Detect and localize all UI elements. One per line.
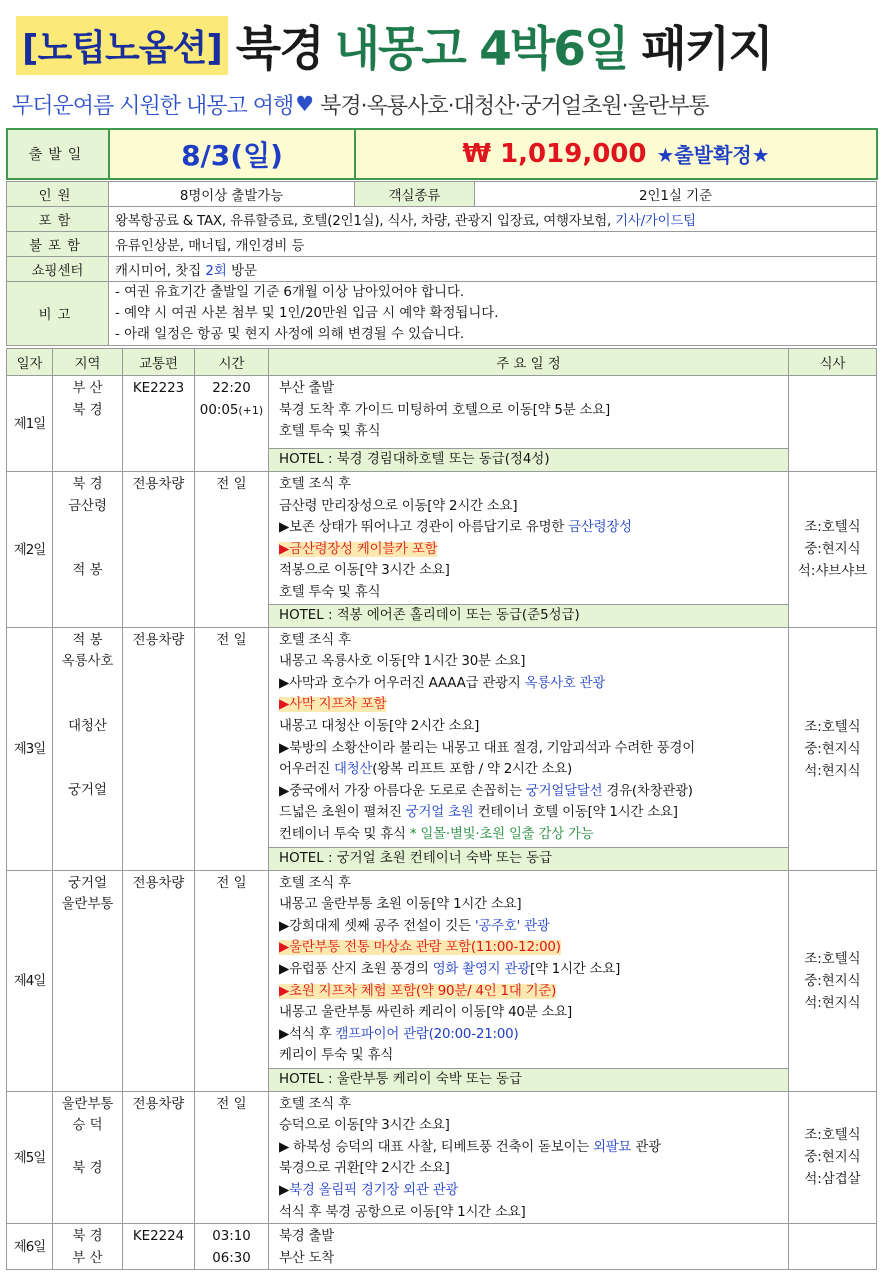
plan-line: [279, 517, 784, 539]
plan-line: 호텔 조식 후: [279, 632, 351, 648]
region-name: 울란부통: [61, 1096, 114, 1112]
plan-text: ▶: [279, 1182, 290, 1198]
note-line: - 여권 유효기간 출발일 기준 6개월 이상 남아있어야 합니다.: [115, 285, 465, 300]
departure-date: 8/3(일): [109, 129, 355, 179]
day2-plan: [269, 472, 789, 605]
day5-plan: [269, 1091, 789, 1224]
itinerary-header-row: [7, 349, 877, 376]
itinerary-table: [6, 348, 877, 1270]
next-day-marker: (+1): [238, 403, 264, 417]
plan-line: 호텔 투숙 및 휴식: [279, 584, 381, 600]
plan-line: [279, 1024, 784, 1046]
plan-line: [279, 959, 784, 981]
flight-time: 03:10: [212, 1229, 251, 1245]
region-name: 북 경: [72, 1160, 103, 1176]
highlight-spot: 외팔묘: [593, 1139, 632, 1155]
highlight-spot: 궁거얼 초원: [405, 805, 474, 821]
region-name: 부 산: [72, 1250, 103, 1266]
day1-hotel: HOTEL : 북경 경림대하호텔 또는 동급(정4성): [269, 449, 789, 472]
day6-meal: [789, 1224, 877, 1270]
day1-meal: [789, 376, 877, 472]
region-name: 부 산: [72, 381, 103, 396]
header-day: 일자: [7, 349, 53, 376]
departure-table: [6, 128, 878, 180]
info-table: [6, 181, 877, 346]
meal-breakfast: 조:호텔식: [804, 719, 861, 735]
day5-time: 전 일: [195, 1091, 269, 1224]
meal-lunch: 중:현지식: [804, 1150, 861, 1166]
plan-text: ▶ 하북성 승덕의 대표 사찰, 티베트풍 건축이 돋보이는: [279, 1139, 589, 1155]
plan-text: 컨테이너 투숙 및 휴식: [279, 826, 406, 842]
plan-line: 호텔 조식 후: [279, 1096, 351, 1112]
header-transport: 교통편: [123, 349, 195, 376]
day1-row: [7, 376, 877, 449]
day4-hotel: HOTEL : 울란부통 케리이 숙박 또는 동급: [269, 1068, 789, 1091]
exclude-label: 불포함: [7, 232, 109, 257]
highlight-spot: 대청산: [334, 762, 373, 778]
departure-confirmed-badge: ★출발확정★: [656, 143, 770, 167]
plan-line: 호텔 투숙 및 휴식: [279, 424, 381, 440]
plan-line: 부산 출발: [279, 381, 334, 396]
title-row: [16, 8, 772, 82]
plan-line: 호텔 조식 후: [279, 875, 351, 891]
day5-meal: [789, 1091, 877, 1224]
highlight-spot: 캠프파이어 관람(20:00-21:00): [335, 1026, 519, 1042]
plan-text: ▶유럽풍 산지 초원 풍경의: [279, 961, 429, 977]
meal-dinner: 석:삼겹살: [804, 1172, 861, 1188]
note-line: - 예약 시 여권 사본 첨부 및 1인/20만원 입금 시 예약 확정됩니다.: [115, 306, 499, 321]
plan-line: [279, 673, 784, 695]
people-label: 인원: [7, 182, 109, 207]
day2-time: 전 일: [195, 472, 269, 628]
plan-line: 호텔 조식 후: [279, 477, 351, 492]
flight-time: [195, 400, 268, 422]
flight-time: 06:30: [212, 1250, 251, 1266]
header-region: 지역: [53, 349, 123, 376]
day6-row: [7, 1224, 877, 1270]
day6-label: 제6일: [7, 1224, 53, 1270]
day1-label: 제1일: [7, 376, 53, 472]
region-name: 승 덕: [72, 1118, 103, 1134]
day4-label: 제4일: [7, 870, 53, 1091]
subtitle-slogan: 무더운여름 시원한 내몽고 여행: [12, 93, 294, 119]
included-option: ▶금산령장성 케이블카 포함: [279, 541, 438, 557]
header-plan: 주 요 일 정: [269, 349, 789, 376]
meal-lunch: 중:현지식: [804, 973, 861, 989]
flight-time: 22:20: [212, 381, 251, 396]
plan-line: 북경 도착 후 가이드 미팅하여 호텔으로 이동[약 5분 소요]: [279, 402, 610, 418]
region-name: 울란부통: [61, 897, 114, 913]
day6-plan: [269, 1224, 789, 1270]
plan-line: [279, 759, 784, 781]
highlight-spot: 금산령장성: [568, 520, 632, 536]
day3-transport: 전용차량: [123, 627, 195, 870]
price: ₩ 1,019,000: [462, 139, 647, 169]
included-option: ▶초원 지프차 체험 포함(약 90분/ 4인 1대 기준): [279, 983, 557, 999]
info-row-shopping: [7, 257, 877, 282]
meal-lunch: 중:현지식: [804, 542, 861, 558]
shopping-visit: 방문: [231, 263, 257, 279]
plan-text: 드넓은 초원이 펼쳐진: [279, 805, 402, 821]
plan-line: [279, 1180, 784, 1202]
day1-plan: [269, 376, 789, 449]
shopping-value: [109, 257, 877, 282]
plan-line: [279, 937, 784, 959]
day1-transport: KE2223: [123, 376, 195, 472]
plan-line: [279, 824, 784, 846]
day1-region: [53, 376, 123, 472]
day3-row: [7, 627, 877, 847]
plan-line: 승덕으로 이동[약 3시간 소요]: [279, 1118, 450, 1134]
plan-line: 내몽고 대청산 이동[약 2시간 소요]: [279, 718, 480, 734]
title-package: 패키지: [641, 21, 772, 77]
plan-line: [279, 981, 784, 1003]
highlight-spot: 궁거얼달달선: [525, 783, 603, 799]
subtitle-row: [12, 86, 709, 122]
plan-line: [279, 781, 784, 803]
plan-text: [약 1시간 소요]: [529, 961, 621, 977]
region-name: 적 봉: [72, 563, 103, 579]
included-option: ▶울란부통 전통 마상쇼 관람 포함(11:00-12:00): [279, 940, 561, 956]
day5-row: [7, 1091, 877, 1224]
exclude-value: 유류인상분, 매너팁, 개인경비 등: [109, 232, 877, 257]
header-time: 시간: [195, 349, 269, 376]
day4-meal: [789, 870, 877, 1091]
day2-label: 제2일: [7, 472, 53, 628]
day3-meal: [789, 627, 877, 870]
day4-region: [53, 870, 123, 1091]
no-tip-no-option-badge: [노팁노옵션]: [16, 16, 228, 75]
included-option: ▶사막 지프차 포함: [279, 697, 387, 713]
plan-line: [279, 694, 784, 716]
day3-label: 제3일: [7, 627, 53, 870]
plan-line: 석식 후 북경 공항으로 이동[약 1시간 소요]: [279, 1204, 526, 1220]
day4-transport: 전용차량: [123, 870, 195, 1091]
region-name: 북 경: [72, 1229, 103, 1245]
day6-transport: KE2224: [123, 1224, 195, 1270]
include-value: [109, 207, 877, 232]
notes-value: [109, 282, 877, 346]
note-line: - 아래 일정은 항공 및 현지 사정에 의해 변경될 수 있습니다.: [115, 327, 465, 342]
plan-text: 컨테이너 호텔 이동[약 1시간 소요]: [477, 805, 678, 821]
day2-meal: [789, 472, 877, 628]
plan-line: 내몽고 울란부통 초원 이동[약 1시간 소요]: [279, 897, 522, 913]
day4-time: 전 일: [195, 870, 269, 1091]
plan-text: 경유(차창관광): [606, 783, 693, 799]
plan-text: ▶사막과 호수가 어우러진 AAAA급 관광지: [279, 675, 521, 691]
day2-row: [7, 472, 877, 605]
day2-hotel: HOTEL : 적봉 에어존 홀리데이 또는 동급(준5성급): [269, 605, 789, 628]
people-value: 8명이상 출발가능: [109, 182, 355, 207]
region-name: 대청산: [68, 718, 107, 734]
plan-line: ▶북방의 소황산이라 불리는 내몽고 대표 절경, 기암괴석과 수려한 풍경이: [279, 740, 695, 756]
plan-line: [279, 802, 784, 824]
plan-text: ▶보존 상태가 뛰어나고 경관이 아름답기로 유명한: [279, 520, 565, 536]
plan-line: 내몽고 울란부통 싸린하 케리이 이동[약 40분 소요]: [279, 1005, 572, 1021]
meal-dinner: 석:샤브샤브: [797, 564, 868, 580]
plan-text: 관광: [635, 1139, 661, 1155]
plan-line: [279, 539, 784, 561]
day6-region: [53, 1224, 123, 1270]
plan-line: 금산령 만리장성으로 이동[약 2시간 소요]: [279, 498, 518, 514]
region-name: 북 경: [72, 477, 103, 492]
page-header: [0, 0, 881, 128]
plan-line: 적봉으로 이동[약 3시간 소요]: [279, 563, 450, 579]
region-name: 적 봉: [72, 632, 103, 648]
header-meal: 식사: [789, 349, 877, 376]
notes-label: 비고: [7, 282, 109, 346]
plan-line: 북경으로 귀환[약 2시간 소요]: [279, 1161, 450, 1177]
plan-line: 부산 도착: [279, 1250, 334, 1266]
plan-line: 북경 출발: [279, 1229, 334, 1245]
region-name: 금산령: [68, 498, 107, 514]
region-name: 북 경: [72, 402, 103, 418]
include-text: 왕복항공료 & TAX, 유류할증료, 호텔(2인1실), 식사, 차량, 관광지 입장료, 여행자보험,: [115, 213, 612, 229]
shopping-count: 2회: [205, 263, 227, 279]
include-tip: 기사/가이드팁: [615, 213, 696, 229]
region-name: 옥룡사호: [61, 654, 114, 670]
day6-time: [195, 1224, 269, 1270]
highlight-spot: 북경 올림픽 경기장 외관 관광: [289, 1182, 459, 1198]
day3-time: 전 일: [195, 627, 269, 870]
sunset-note: * 일몰·별빛·초원 일출 감상 가능: [409, 826, 594, 842]
plan-line: 내몽고 옥룡사호 이동[약 1시간 30분 소요]: [279, 654, 526, 670]
meal-lunch: 중:현지식: [804, 741, 861, 757]
plan-line: [279, 916, 784, 938]
plan-text: ▶강희대제 셋째 공주 전설이 깃든: [279, 918, 471, 934]
plan-text: (왕복 리프트 포함 / 약 2시간 소요): [372, 762, 573, 778]
day3-hotel: HOTEL : 궁거얼 초원 컨테이너 숙박 또는 동급: [269, 847, 789, 870]
meal-dinner: 석:현지식: [804, 995, 861, 1011]
shopping-text: 캐시미어, 찻집: [115, 263, 202, 279]
meal-breakfast: 조:호텔식: [804, 520, 861, 536]
title-beijing: 북경: [235, 21, 323, 77]
info-row-include: [7, 207, 877, 232]
arrival-time: 00:05: [199, 402, 239, 418]
highlight-spot: 옥룡사호 관광: [524, 675, 606, 691]
day3-region: [53, 627, 123, 870]
departure-label: 출발일: [7, 129, 109, 179]
day4-row: [7, 870, 877, 1068]
info-row-people: [7, 182, 877, 207]
include-label: 포함: [7, 207, 109, 232]
info-row-notes: [7, 282, 877, 346]
heart-icon: ♥: [295, 92, 315, 116]
meal-breakfast: 조:호텔식: [804, 951, 861, 967]
room-label: 객실종류: [355, 182, 475, 207]
day5-region: [53, 1091, 123, 1224]
day4-plan: [269, 870, 789, 1068]
price-cell: [355, 129, 877, 179]
highlight-spot: 영화 촬영지 관광: [432, 961, 530, 977]
plan-line: 케리이 투숙 및 휴식: [279, 1048, 394, 1064]
plan-text: ▶석식 후: [279, 1026, 332, 1042]
meal-dinner: 석:현지식: [804, 763, 861, 779]
plan-text: ▶중국에서 가장 아름다운 도로로 손꼽히는: [279, 783, 522, 799]
day5-label: 제5일: [7, 1091, 53, 1224]
region-name: 궁거얼: [68, 783, 107, 799]
plan-line: [279, 1137, 784, 1159]
day3-plan: [269, 627, 789, 847]
room-value: 2인1실 기준: [475, 182, 877, 207]
day2-transport: 전용차량: [123, 472, 195, 628]
region-name: 궁거얼: [68, 875, 107, 891]
day1-time: [195, 376, 269, 472]
meal-breakfast: 조:호텔식: [804, 1128, 861, 1144]
plan-text: 어우러진: [279, 762, 330, 778]
subtitle-route: 북경·옥룡사호·대청산·궁거얼초원·울란부통: [320, 93, 709, 119]
title-inner-mongolia: 내몽고 4박6일: [334, 21, 628, 77]
info-row-exclude: [7, 232, 877, 257]
highlight-spot: '공주호' 관광: [474, 918, 550, 934]
day2-region: [53, 472, 123, 628]
shopping-label: 쇼핑센터: [7, 257, 109, 282]
day5-transport: 전용차량: [123, 1091, 195, 1224]
